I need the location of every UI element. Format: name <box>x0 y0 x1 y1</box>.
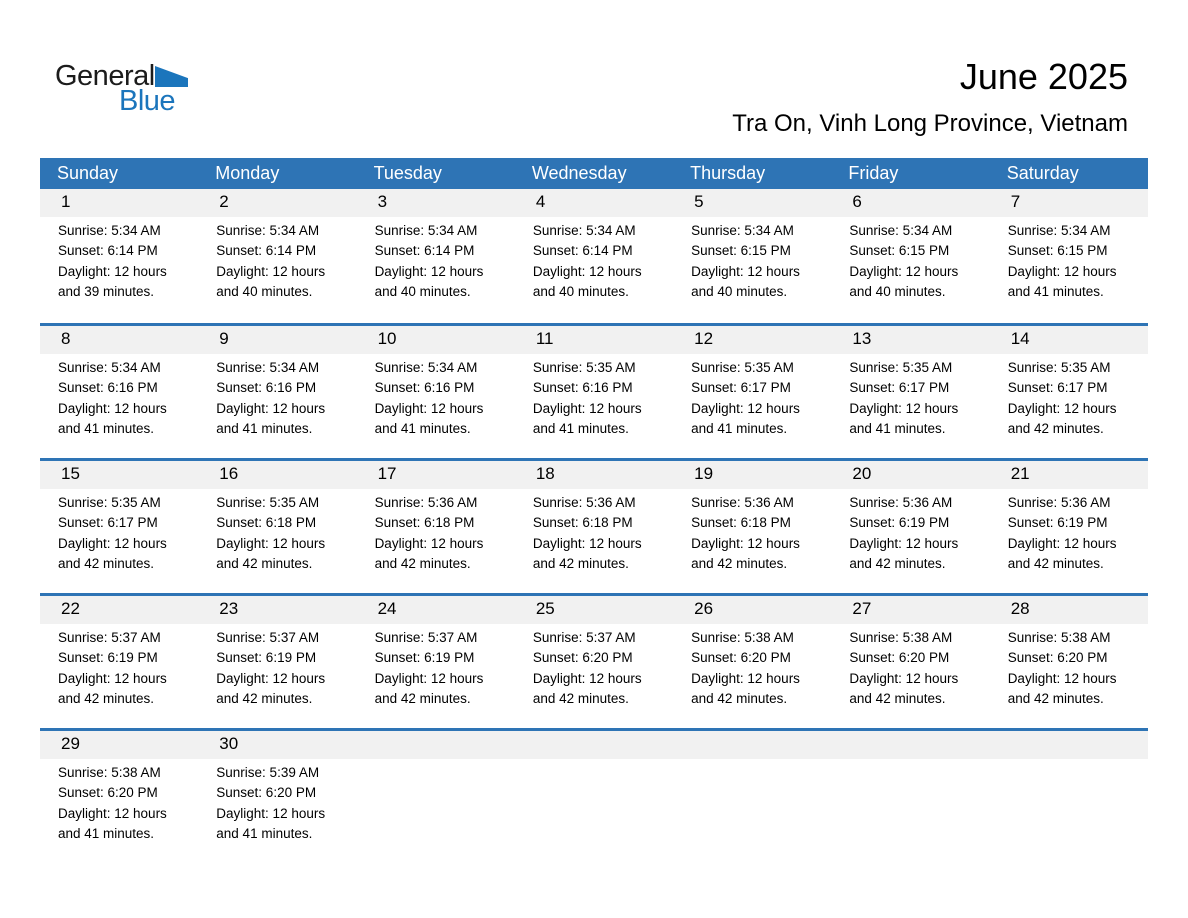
day-number: 14 <box>990 326 1148 354</box>
day-info-line: Daylight: 12 hours <box>532 263 642 279</box>
day-info-line: Daylight: 12 hours <box>58 670 167 686</box>
day-info-line: Sunset: 6:17 PM <box>58 515 158 531</box>
day-cell <box>990 596 1148 728</box>
day-info-line: and 42 minutes. <box>849 690 946 706</box>
day-info-line: and 42 minutes. <box>1007 690 1104 706</box>
day-info-line: Sunset: 6:18 PM <box>691 515 791 531</box>
day-number: 4 <box>515 189 673 217</box>
day-info-line: Daylight: 12 hours <box>58 263 167 279</box>
day-info <box>357 489 515 574</box>
day-info-line: Daylight: 12 hours <box>849 400 959 416</box>
day-info-line: Sunset: 6:19 PM <box>1007 515 1108 531</box>
day-info-line: Daylight: 12 hours <box>216 535 326 551</box>
empty-day-cell <box>673 731 831 863</box>
day-cell <box>831 596 989 728</box>
day-info <box>357 624 515 709</box>
day-info-line: Sunset: 6:19 PM <box>58 650 158 666</box>
day-cell <box>40 596 198 728</box>
day-cell <box>673 596 831 728</box>
day-info-line: Sunrise: 5:34 AM <box>849 223 953 238</box>
day-info-line: Sunset: 6:19 PM <box>849 515 950 531</box>
day-info-line: Sunset: 6:17 PM <box>1007 380 1108 396</box>
day-info-line: and 42 minutes. <box>374 690 471 706</box>
calendar-table <box>40 158 1148 863</box>
day-info-line: Sunrise: 5:38 AM <box>849 630 953 645</box>
day-number: 28 <box>990 596 1148 624</box>
day-info-line: Daylight: 12 hours <box>374 535 484 551</box>
day-info <box>831 624 989 709</box>
day-cell <box>40 326 198 458</box>
day-cell <box>357 596 515 728</box>
day-info <box>515 217 673 302</box>
day-info-line: Sunrise: 5:38 AM <box>691 630 794 645</box>
day-cell <box>357 189 515 323</box>
day-cell <box>357 461 515 593</box>
day-info-line: Sunrise: 5:34 AM <box>216 360 320 375</box>
day-info <box>831 489 989 574</box>
day-info-line: and 41 minutes. <box>374 420 471 436</box>
day-info-line: and 41 minutes. <box>1007 283 1104 299</box>
day-cell <box>198 326 356 458</box>
day-info-line: and 42 minutes. <box>532 690 629 706</box>
day-number: 22 <box>40 596 198 624</box>
day-info-line: Sunset: 6:20 PM <box>532 650 633 666</box>
day-info-line: and 41 minutes. <box>691 420 788 436</box>
day-cell <box>831 461 989 593</box>
day-info-line: Sunset: 6:20 PM <box>216 785 317 801</box>
day-info-line: and 42 minutes. <box>849 555 946 571</box>
day-info-line: Sunset: 6:20 PM <box>58 785 158 801</box>
week-row <box>40 728 1148 863</box>
weekday-header: Sunday <box>57 163 119 183</box>
day-info <box>40 354 198 439</box>
day-number: 21 <box>990 461 1148 489</box>
day-info-line: and 42 minutes. <box>1007 555 1104 571</box>
day-info-line: Daylight: 12 hours <box>216 805 326 821</box>
day-info-line: Sunset: 6:15 PM <box>1007 243 1108 259</box>
day-cell <box>515 461 673 593</box>
day-info-line: and 40 minutes. <box>216 283 313 299</box>
day-info-line: Daylight: 12 hours <box>691 400 800 416</box>
weekday-header-row <box>40 158 1148 189</box>
page-title: June 2025 <box>959 56 1128 97</box>
day-info <box>673 217 831 302</box>
day-info <box>198 354 356 439</box>
day-info-line: and 42 minutes. <box>58 690 155 706</box>
day-info-line: Sunrise: 5:35 AM <box>216 495 320 510</box>
day-info-line: Sunrise: 5:36 AM <box>1007 495 1111 510</box>
day-info-line: Sunrise: 5:34 AM <box>58 360 161 375</box>
day-number: 25 <box>515 596 673 624</box>
day-info-line: and 42 minutes. <box>532 555 629 571</box>
day-number: 7 <box>990 189 1148 217</box>
day-number <box>673 731 831 759</box>
day-cell <box>990 189 1148 323</box>
day-info <box>515 354 673 439</box>
day-info-line: Sunset: 6:17 PM <box>691 380 791 396</box>
day-info-line: Daylight: 12 hours <box>849 263 959 279</box>
day-info-line: Sunrise: 5:37 AM <box>58 630 161 645</box>
day-info-line: Daylight: 12 hours <box>374 263 484 279</box>
day-info-line: Daylight: 12 hours <box>849 670 959 686</box>
day-cell <box>198 461 356 593</box>
day-info <box>198 217 356 302</box>
day-info-line: Daylight: 12 hours <box>849 535 959 551</box>
day-cell <box>673 326 831 458</box>
day-info-line: Daylight: 12 hours <box>374 670 484 686</box>
day-info-line: Daylight: 12 hours <box>216 263 326 279</box>
day-info-line: Sunset: 6:20 PM <box>1007 650 1108 666</box>
day-info-line: Sunrise: 5:34 AM <box>374 223 478 238</box>
day-info-line: Sunrise: 5:36 AM <box>374 495 478 510</box>
day-info-line: Sunset: 6:15 PM <box>849 243 950 259</box>
day-info-line: Sunset: 6:14 PM <box>374 243 475 259</box>
day-cell <box>515 189 673 323</box>
day-info-line: Daylight: 12 hours <box>532 535 642 551</box>
day-info-line: Daylight: 12 hours <box>58 535 167 551</box>
day-info-line: Sunset: 6:17 PM <box>849 380 950 396</box>
day-number: 12 <box>673 326 831 354</box>
day-info-line: Daylight: 12 hours <box>691 263 800 279</box>
day-info-line: and 40 minutes. <box>374 283 471 299</box>
day-info <box>198 489 356 574</box>
day-info-line: and 42 minutes. <box>58 555 155 571</box>
day-number: 23 <box>198 596 356 624</box>
day-info-line: Sunset: 6:14 PM <box>216 243 317 259</box>
day-info <box>40 624 198 709</box>
day-cell <box>357 326 515 458</box>
day-number: 6 <box>831 189 989 217</box>
day-cell <box>831 189 989 323</box>
day-number: 1 <box>40 189 198 217</box>
logo-triangle-icon <box>155 66 188 87</box>
empty-day-cell <box>831 731 989 863</box>
day-number: 24 <box>357 596 515 624</box>
day-info-line: Sunset: 6:14 PM <box>58 243 158 259</box>
day-info-line: Sunrise: 5:35 AM <box>532 360 636 375</box>
day-info-line: Daylight: 12 hours <box>1007 535 1117 551</box>
day-info-line: and 41 minutes. <box>58 825 155 841</box>
day-info-line: Sunrise: 5:38 AM <box>58 765 161 780</box>
day-info <box>831 217 989 302</box>
day-info-line: Sunset: 6:16 PM <box>532 380 633 396</box>
day-info-line: Sunrise: 5:34 AM <box>216 223 320 238</box>
day-number: 8 <box>40 326 198 354</box>
day-info-line: Daylight: 12 hours <box>691 535 800 551</box>
day-info-line: and 40 minutes. <box>849 283 946 299</box>
week-row <box>40 593 1148 728</box>
day-info-line: and 41 minutes. <box>216 420 313 436</box>
day-info-line: Sunset: 6:16 PM <box>374 380 475 396</box>
day-info-line: and 40 minutes. <box>691 283 788 299</box>
logo-text-blue: Blue <box>119 85 176 117</box>
day-info-line: Sunrise: 5:36 AM <box>532 495 636 510</box>
day-info <box>990 489 1148 574</box>
day-info-line: Sunrise: 5:34 AM <box>1007 223 1111 238</box>
day-info-line: and 41 minutes. <box>532 420 629 436</box>
week-row <box>40 323 1148 458</box>
day-number: 10 <box>357 326 515 354</box>
day-info-line: Sunrise: 5:35 AM <box>691 360 794 375</box>
day-info-line: Daylight: 12 hours <box>532 400 642 416</box>
day-number: 9 <box>198 326 356 354</box>
day-number: 30 <box>198 731 356 759</box>
weekday-header: Thursday <box>690 163 766 183</box>
day-info-line: Daylight: 12 hours <box>216 400 326 416</box>
weekday-header: Wednesday <box>531 163 627 183</box>
day-info-line: Sunset: 6:19 PM <box>374 650 475 666</box>
day-number: 2 <box>198 189 356 217</box>
day-info-line: Sunrise: 5:37 AM <box>532 630 636 645</box>
day-info-line: Daylight: 12 hours <box>374 400 484 416</box>
title-block <box>732 57 1128 138</box>
day-cell <box>990 326 1148 458</box>
day-info-line: Sunset: 6:18 PM <box>532 515 633 531</box>
weekday-header: Tuesday <box>373 163 442 183</box>
day-info-line: Sunrise: 5:38 AM <box>1007 630 1111 645</box>
day-info-line: Sunset: 6:14 PM <box>532 243 633 259</box>
weeks-container <box>40 189 1148 863</box>
day-number: 15 <box>40 461 198 489</box>
day-info-line: Sunrise: 5:34 AM <box>691 223 794 238</box>
page-subtitle: Tra On, Vinh Long Province, Vietnam <box>732 109 1128 137</box>
day-info <box>357 354 515 439</box>
day-info-line: and 42 minutes. <box>1007 420 1104 436</box>
day-info-line: Sunset: 6:16 PM <box>216 380 317 396</box>
day-info <box>357 217 515 302</box>
day-cell <box>198 731 356 863</box>
day-info-line: and 42 minutes. <box>374 555 471 571</box>
day-info-line: Daylight: 12 hours <box>216 670 326 686</box>
day-info <box>198 759 356 844</box>
day-number <box>831 731 989 759</box>
day-number <box>515 731 673 759</box>
day-info-line: Sunrise: 5:34 AM <box>532 223 636 238</box>
day-info-line: Sunset: 6:16 PM <box>58 380 158 396</box>
day-info <box>831 354 989 439</box>
day-info-line: Daylight: 12 hours <box>58 400 167 416</box>
day-info-line: Sunrise: 5:37 AM <box>374 630 478 645</box>
day-info-line: Daylight: 12 hours <box>58 805 167 821</box>
day-info <box>198 624 356 709</box>
day-info <box>40 217 198 302</box>
day-info <box>673 624 831 709</box>
day-info-line: Daylight: 12 hours <box>691 670 800 686</box>
day-info-line: and 42 minutes. <box>216 690 313 706</box>
day-number <box>357 731 515 759</box>
day-cell <box>515 596 673 728</box>
day-number: 3 <box>357 189 515 217</box>
day-info-line: Sunrise: 5:35 AM <box>849 360 953 375</box>
day-number: 18 <box>515 461 673 489</box>
day-cell <box>40 461 198 593</box>
logo-text-general: General <box>55 60 155 92</box>
day-info-line: Sunset: 6:20 PM <box>691 650 791 666</box>
day-info-line: Sunset: 6:20 PM <box>849 650 950 666</box>
day-info-line: and 41 minutes. <box>849 420 946 436</box>
day-info-line: Sunrise: 5:35 AM <box>58 495 161 510</box>
day-number: 27 <box>831 596 989 624</box>
day-info-line: Sunset: 6:15 PM <box>691 243 791 259</box>
day-info-line: Sunset: 6:19 PM <box>216 650 317 666</box>
day-number: 17 <box>357 461 515 489</box>
day-cell <box>673 461 831 593</box>
day-info-line: and 42 minutes. <box>216 555 313 571</box>
day-info <box>673 489 831 574</box>
day-info-line: Sunrise: 5:39 AM <box>216 765 320 780</box>
day-number: 5 <box>673 189 831 217</box>
empty-day-cell <box>357 731 515 863</box>
day-number: 29 <box>40 731 198 759</box>
day-cell <box>831 326 989 458</box>
day-info-line: Sunset: 6:18 PM <box>374 515 475 531</box>
empty-day-cell <box>515 731 673 863</box>
day-info <box>515 489 673 574</box>
day-info-line: Sunrise: 5:34 AM <box>374 360 478 375</box>
day-info-line: Sunrise: 5:37 AM <box>216 630 320 645</box>
day-info-line: and 42 minutes. <box>691 690 788 706</box>
day-info-line: Sunrise: 5:36 AM <box>849 495 953 510</box>
day-info-line: Sunset: 6:18 PM <box>216 515 317 531</box>
day-cell <box>198 189 356 323</box>
day-info-line: Daylight: 12 hours <box>532 670 642 686</box>
day-info <box>40 489 198 574</box>
weekday-header: Friday <box>848 163 899 183</box>
day-cell <box>198 596 356 728</box>
day-info <box>673 354 831 439</box>
day-info-line: and 41 minutes. <box>216 825 313 841</box>
week-row <box>40 189 1148 323</box>
day-info <box>515 624 673 709</box>
day-info-line: Daylight: 12 hours <box>1007 670 1117 686</box>
day-info-line: and 41 minutes. <box>58 420 155 436</box>
day-info-line: and 39 minutes. <box>58 283 155 299</box>
day-info-line: Daylight: 12 hours <box>1007 263 1117 279</box>
day-info <box>990 354 1148 439</box>
day-info-line: Sunrise: 5:35 AM <box>1007 360 1111 375</box>
day-info-line: and 40 minutes. <box>532 283 629 299</box>
day-number: 13 <box>831 326 989 354</box>
day-number: 20 <box>831 461 989 489</box>
day-number: 16 <box>198 461 356 489</box>
day-info <box>990 217 1148 302</box>
day-info <box>990 624 1148 709</box>
day-info <box>40 759 198 844</box>
day-info-line: Sunrise: 5:34 AM <box>58 223 161 238</box>
day-number: 26 <box>673 596 831 624</box>
weekday-header: Saturday <box>1006 163 1079 183</box>
weekday-header: Monday <box>215 163 280 183</box>
week-row <box>40 458 1148 593</box>
day-info-line: Sunrise: 5:36 AM <box>691 495 794 510</box>
day-info-line: and 42 minutes. <box>691 555 788 571</box>
day-cell <box>990 461 1148 593</box>
day-info-line: Daylight: 12 hours <box>1007 400 1117 416</box>
day-number <box>990 731 1148 759</box>
day-cell <box>673 189 831 323</box>
day-number: 11 <box>515 326 673 354</box>
day-cell <box>40 189 198 323</box>
empty-day-cell <box>990 731 1148 863</box>
day-cell <box>40 731 198 863</box>
day-number: 19 <box>673 461 831 489</box>
general-blue-logo <box>55 60 235 120</box>
day-cell <box>515 326 673 458</box>
